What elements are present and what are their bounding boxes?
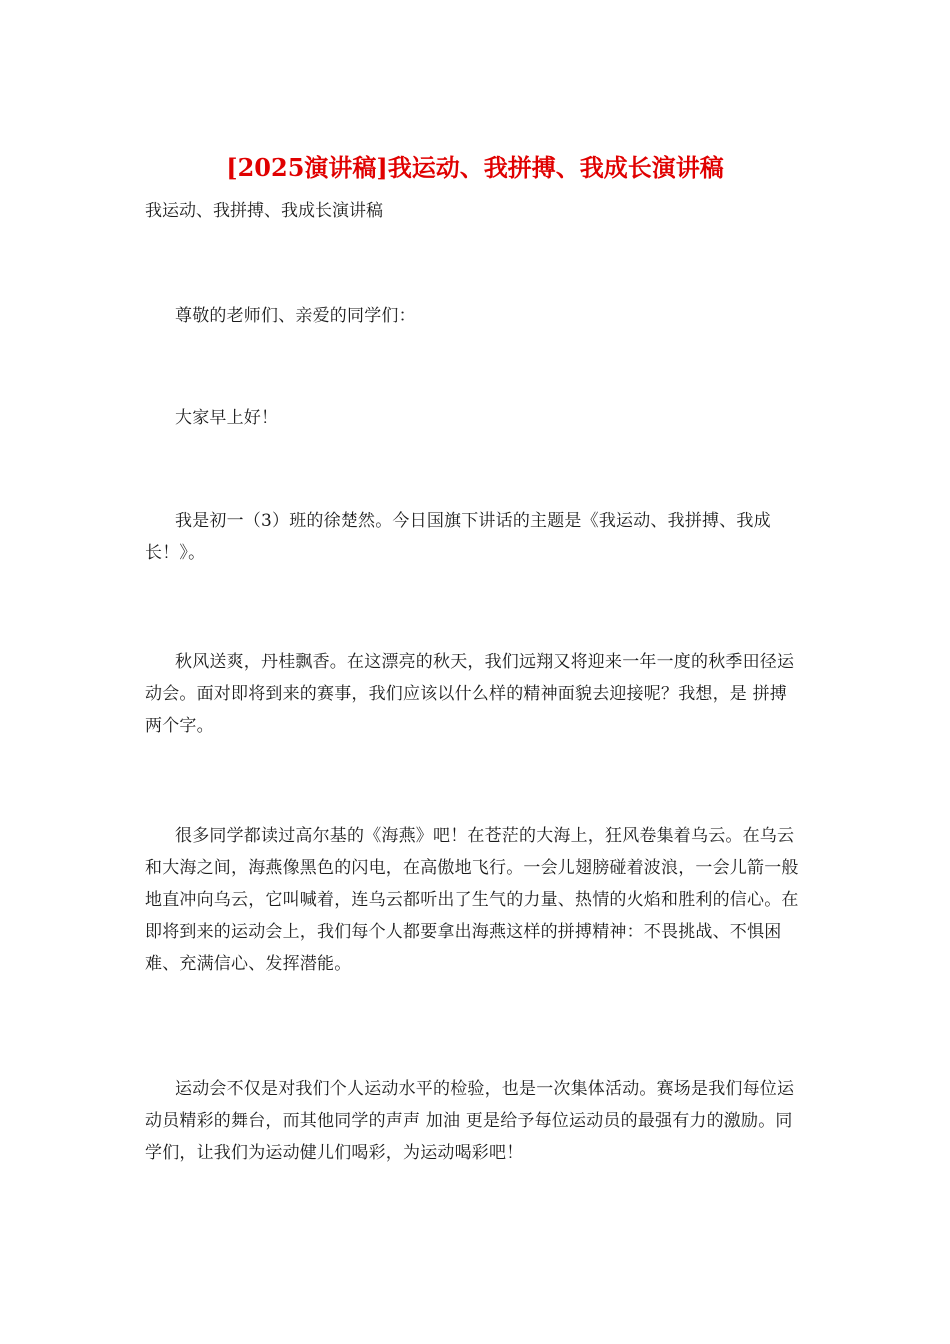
paragraph-introduction: 我是初一（3）班的徐楚然。今日国旗下讲话的主题是《我运动、我拼搏、我成长！》。 bbox=[145, 511, 771, 563]
paragraph-autumn: 秋风送爽，丹桂飘香。在这漂亮的秋天，我们远翔又将迎来一年一度的秋季田径运动会。面对即将到来的赛事，我们应该以什么样的精神面貌去迎接呢？我想，是 拼搏 两个字。 bbox=[145, 652, 795, 736]
paragraph-sports-meet: 运动会不仅是对我们个人运动水平的检验，也是一次集体活动。赛场是我们每位运动员精彩的舞台，而其他同学的声声 加油 更是给予每位运动员的最强有力的激励。同学们，让我们为运动健儿们喝彩，为运动喝彩吧！ bbox=[145, 1079, 795, 1163]
document-subtitle: 我运动、我拼搏、我成长演讲稿 bbox=[145, 201, 383, 221]
paragraph-good-morning: 大家早上好！ bbox=[175, 408, 279, 428]
paragraph-greeting: 尊敬的老师们、亲爱的同学们： bbox=[175, 306, 416, 326]
document-title: [2025演讲稿]我运动、我拼搏、我成长演讲稿 bbox=[226, 153, 724, 182]
paragraph-petrel: 很多同学都读过高尔基的《海燕》吧！在苍茫的大海上，狂风卷集着乌云。在乌云和大海之间，海燕像黑色的闪电，在高傲地飞行。一会儿翅膀碰着波浪，一会儿箭一般地直冲向乌云，它叫喊着，连乌云都听出了生气的力量、热情的火焰和胜利的信心。在即将到来的运动会上，我们每个人都要拿出海燕这样的拼搏精神：不畏挑战、不惧困难、充满信心、发挥潜能。 bbox=[145, 826, 799, 974]
